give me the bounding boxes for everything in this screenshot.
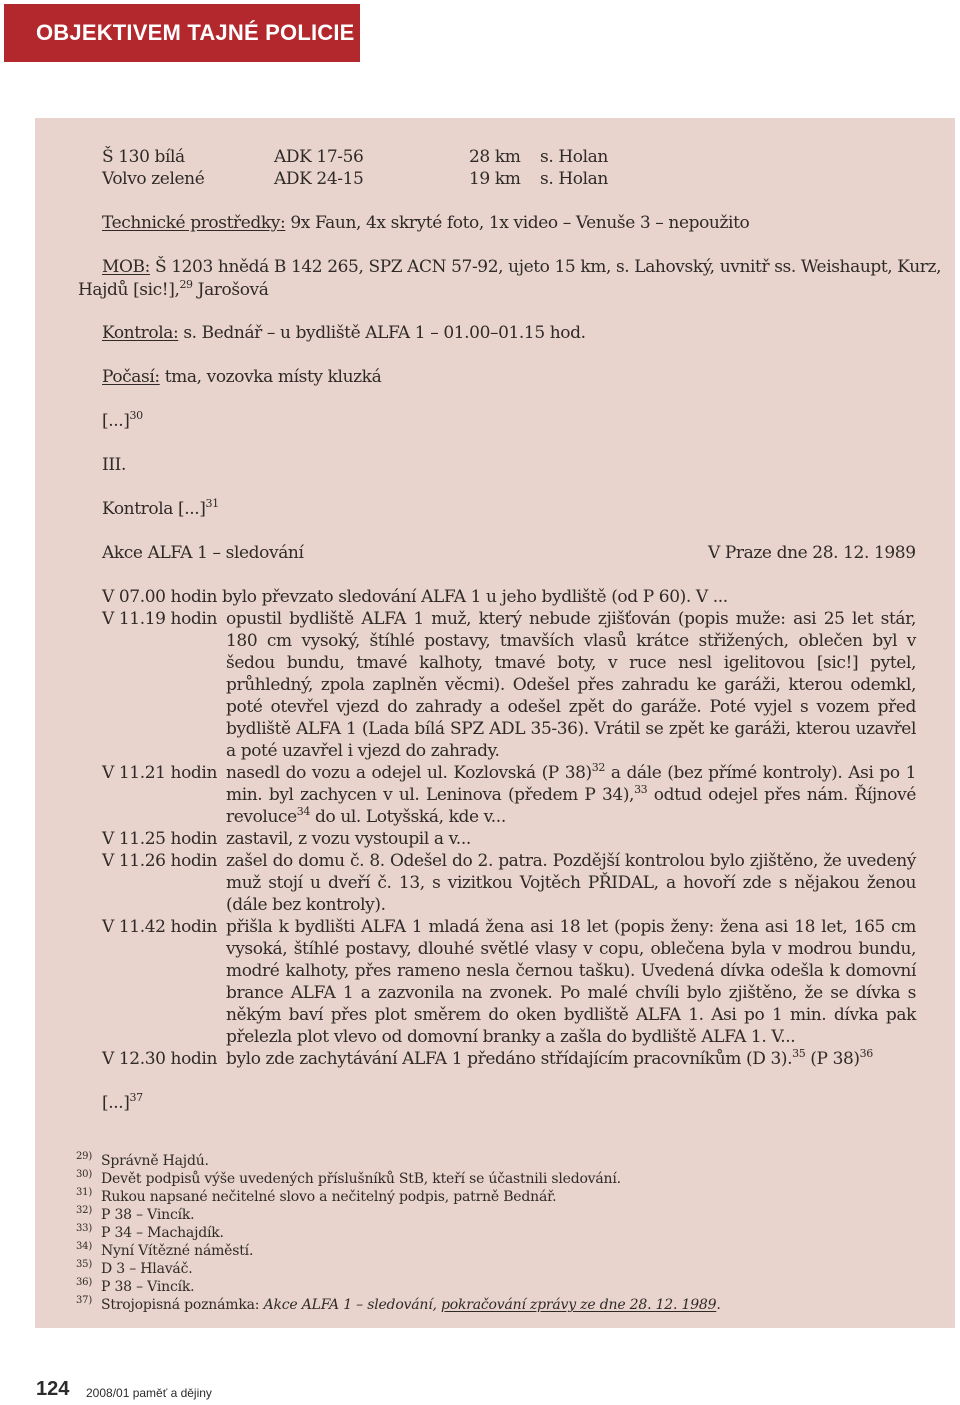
- log-text-segment: (P 38): [805, 1049, 860, 1069]
- section-number: III.: [102, 455, 126, 475]
- footnote-number: 32): [76, 1205, 93, 1216]
- omission-text: [...]: [102, 1093, 130, 1113]
- log-intro: V 07.00 hodin bylo převzato sledování ALFA 1 u jeho bydliště (od P 60). V ...: [102, 587, 728, 607]
- footnote-text: P 38 – Vincík.: [101, 1207, 195, 1223]
- footnote-text: Nyní Vítězné náměstí.: [101, 1243, 254, 1259]
- omission-mark: [102, 410, 143, 432]
- log-text-segment: a dále (bez přímé kontroly). Asi po 1 min. byl zachycen v ul. Leninova (předem P 34),: [226, 763, 916, 805]
- log-text-segment: přišla k bydlišti ALFA 1 mladá žena asi 18 let (popis ženy: žena asi 18 let, 165 cm vysoká, štíhlé postavy, dlouhé světlé vlasy v copu, oblečena byla v modrou bundu, modré kalhoty, přes rameno nesla černou tašku). Uvedená dívka odešla k domovní brance ALFA 1 a zazvonila na zvonek. Po malé chvíli bylo zjištěno, že se dívka s někým baví přes plot směrem do oken bydliště ALFA 1. Asi po 1 min. dívka pak přelezla plot vlevo od domovní branky a zašla do bydliště ALFA 1. V...: [226, 917, 916, 1047]
- footnote-number: 31): [76, 1187, 93, 1198]
- tech-label: Technické prostředky:: [102, 213, 286, 233]
- log-text-segment: do ul. Lotyšská, kde v...: [310, 807, 506, 827]
- vehicle-plate: ADK 17-56: [274, 147, 364, 167]
- footnote-text: Devět podpisů výše uvedených příslušníků StB, kteří se účastnili sledování.: [101, 1171, 621, 1187]
- kontrola-text: s. Bednář – u bydliště ALFA 1 – 01.00–01.15 hod.: [178, 323, 586, 343]
- mob-label: MOB:: [102, 257, 150, 277]
- vehicle-driver: s. Holan: [540, 169, 608, 189]
- footnote-number: 30): [76, 1169, 93, 1180]
- weather-text: tma, vozovka místy kluzká: [159, 367, 382, 387]
- log-text: [226, 608, 916, 762]
- section-title: OBJEKTIVEM TAJNÉ POLICIE: [36, 20, 355, 45]
- footnote-text: [101, 1296, 721, 1314]
- vehicle-name: Volvo zelené: [102, 169, 205, 189]
- footnote-number: 35): [76, 1259, 93, 1270]
- page-number: 124: [36, 1378, 70, 1400]
- log-time: V 11.19 hodin: [102, 609, 218, 629]
- footnote-text: P 34 – Machajdík.: [101, 1225, 224, 1241]
- log-text-segment: bylo zde zachytávání ALFA 1 předáno střídajícím pracovníkům (D 3).: [226, 1049, 793, 1069]
- footnote-ref: 29: [179, 278, 193, 291]
- header-banner: [4, 4, 360, 62]
- log-text: [226, 762, 916, 828]
- log-text-segment: zašel do domu č. 8. Odešel do 2. patra. Pozdější kontrolou bylo zjištěno, že uvedený muž stojí u dveří č. 13, s vizitkou Vojtěch PŘIDAL, a hovoří zde s nějakou ženou (dále bez kontroly).: [226, 851, 916, 915]
- log-text-segment: zastavil, z vozu vystoupil a v...: [226, 829, 471, 849]
- footnote-plain: Strojopisná poznámka:: [101, 1297, 264, 1313]
- footnote-ref: 36: [859, 1047, 873, 1060]
- log-text: [226, 916, 916, 1048]
- omission-text: [...]: [102, 411, 130, 431]
- kontrola-2-text: Kontrola [...]: [102, 499, 206, 519]
- footnote-number: 34): [76, 1241, 93, 1252]
- mob-line: [102, 256, 941, 278]
- log-text-segment: opustil bydliště ALFA 1 muž, který nebude zjišťován (popis muže: asi 25 let stár, 180 cm vysoký, štíhlé postavy, tmavších vlasů krátce střižených, oblečen byl v šedou bundu, tmavé kalhoty, tmavé boty, v ruce nesl igelitovou [sic!] pytel, průhledný, zpola zaplněn věcmi). Odešel přes zahradu ke garáži, kterou odemkl, poté otevřel vjezd do zahrady a odešel zpět do garáže. Poté vyjel s vozem před bydliště ALFA 1 (Lada bílá SPZ ADL 35-36). Vrátil se zpět ke garáži, kterou uzavřel a poté uzavřel i vjezd do zahrady.: [226, 609, 916, 761]
- log-text: [226, 828, 916, 850]
- footnote-text: P 38 – Vincík.: [101, 1279, 195, 1295]
- kontrola-label: Kontrola:: [102, 323, 179, 343]
- footnote-ref: 37: [129, 1091, 143, 1104]
- log-time: V 11.26 hodin: [102, 851, 218, 871]
- tech-text: 9x Faun, 4x skryté foto, 1x video – Venuše 3 – nepoužito: [285, 213, 750, 233]
- vehicle-km: 19 km: [469, 169, 521, 189]
- tech-line: [102, 212, 749, 234]
- footnote-ref: 30: [129, 409, 143, 422]
- action-title: Akce ALFA 1 – sledování: [102, 543, 304, 563]
- mob-line-2: [78, 279, 268, 301]
- footnote-end: .: [716, 1297, 721, 1313]
- log-text-segment: nasedl do vozu a odejel ul. Kozlovská (P 38): [226, 763, 592, 783]
- vehicle-km: 28 km: [469, 147, 521, 167]
- footnote-number: 33): [76, 1223, 93, 1234]
- kontrola-line: [102, 322, 586, 344]
- kontrola-2: [102, 498, 219, 520]
- footnote-italic: Akce ALFA 1 – sledování,: [263, 1297, 441, 1313]
- log-time: V 12.30 hodin: [102, 1049, 218, 1069]
- footnote-italic-underlined: pokračování zprávy ze dne 28. 12. 1989: [441, 1297, 717, 1313]
- footnote-ref: 32: [591, 761, 605, 774]
- mob-text: Š 1203 hnědá B 142 265, SPZ ACN 57-92, ujeto 15 km, s. Lahovský, uvnitř ss. Weishaupt, Kurz,: [149, 257, 942, 277]
- footnote-ref: 35: [792, 1047, 806, 1060]
- footnote-number: 36): [76, 1277, 93, 1288]
- vehicle-plate: ADK 24-15: [274, 169, 364, 189]
- mob-names-end: Jarošová: [192, 280, 269, 300]
- footnote-text: Správně Hajdú.: [101, 1153, 209, 1169]
- footnote-number: 29): [76, 1151, 93, 1162]
- vehicle-driver: s. Holan: [540, 147, 608, 167]
- weather-label: Počasí:: [102, 367, 160, 387]
- log-text: [226, 1048, 916, 1070]
- footnote-ref: 31: [205, 497, 219, 510]
- mob-names: Hajdů [sic!],: [78, 280, 180, 300]
- vehicle-name: Š 130 bílá: [102, 147, 185, 167]
- log-time: V 11.42 hodin: [102, 917, 218, 937]
- log-time: V 11.21 hodin: [102, 763, 218, 783]
- footnote-text: D 3 – Hlaváč.: [101, 1261, 193, 1277]
- omission-mark: [102, 1092, 143, 1114]
- journal-title: 2008/01 paměť a dějiny: [86, 1386, 212, 1400]
- log-text-segment: odtud odejel přes nám. Říjnové revoluce: [226, 785, 916, 827]
- footnote-ref: 34: [296, 805, 310, 818]
- footnote-ref: 33: [634, 783, 648, 796]
- log-time: V 11.25 hodin: [102, 829, 218, 849]
- footnote-number: 37): [76, 1295, 93, 1306]
- weather-line: [102, 366, 381, 388]
- log-text: [226, 850, 916, 916]
- footnote-text: Rukou napsané nečitelné slovo a nečitelný podpis, patrně Bednář.: [101, 1189, 557, 1205]
- place-date: V Praze dne 28. 12. 1989: [708, 543, 916, 563]
